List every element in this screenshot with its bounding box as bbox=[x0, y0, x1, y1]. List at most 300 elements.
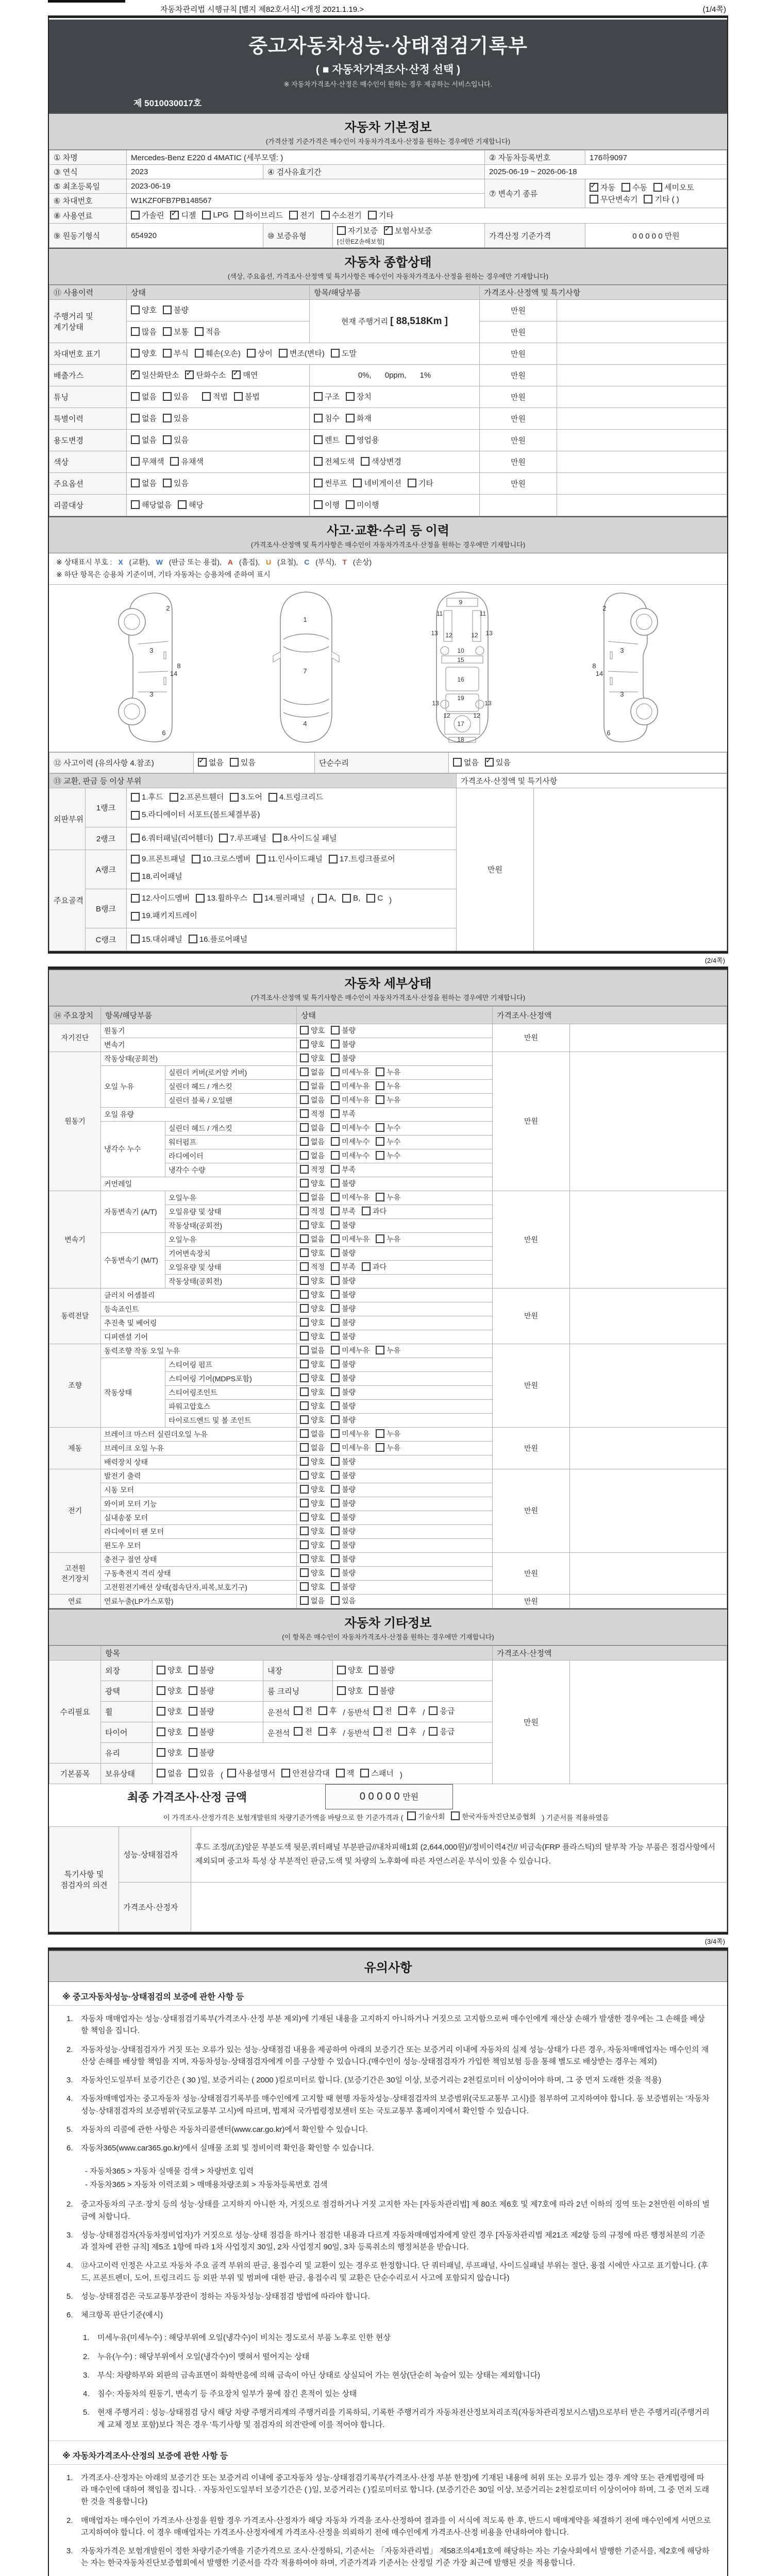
item-label: 와이퍼 모터 기능 bbox=[101, 1497, 297, 1511]
panel-number-17: 17 bbox=[457, 720, 464, 727]
usage-item bbox=[310, 430, 480, 451]
checkbox-양호[interactable]: 양호 bbox=[300, 1331, 325, 1342]
exterior-label: 외장 bbox=[101, 1660, 153, 1681]
checkbox-불량[interactable]: 불량 bbox=[331, 1276, 356, 1286]
checkbox-17.트렁크플로어[interactable]: 17.트렁크플로어 bbox=[329, 852, 395, 867]
checkbox-불량[interactable]: 불량 bbox=[331, 1498, 356, 1509]
page2-box bbox=[48, 967, 728, 1935]
checkbox-양호[interactable]: 양호 bbox=[300, 1359, 325, 1369]
notice-band bbox=[49, 1950, 727, 1982]
checkbox-후[interactable]: 후 bbox=[318, 1726, 337, 1737]
panel-number-1: 1 bbox=[303, 615, 307, 623]
item-label: 작동상태(공회전) bbox=[101, 1052, 297, 1065]
device-고전원 전기장치: 고전원 전기장치 bbox=[49, 1552, 101, 1594]
checkbox-양호[interactable]: 양호 bbox=[300, 1484, 325, 1495]
checkbox-양호[interactable]: 양호 bbox=[300, 1178, 325, 1189]
checkbox-양호[interactable]: 양호 bbox=[300, 1025, 325, 1036]
etc-table bbox=[49, 1646, 727, 1784]
checkbox-전[interactable]: 전 bbox=[374, 1705, 392, 1716]
checkbox-없음[interactable]: 없음 bbox=[300, 1137, 325, 1147]
checkbox-전[interactable]: 전 bbox=[294, 1705, 312, 1716]
checkbox-안전삼각대[interactable]: 안전삼각대 bbox=[281, 1768, 329, 1778]
price-cell: 만원 bbox=[493, 1191, 570, 1288]
checkbox-6.쿼터패널(리어휀더)[interactable]: 6.쿼터패널(리어휀더) bbox=[131, 833, 213, 843]
item-label: 워터펌프 bbox=[165, 1135, 297, 1149]
checkbox-있음[interactable]: 있음 bbox=[230, 757, 256, 768]
checkbox-기타[interactable]: 기타 bbox=[408, 478, 433, 488]
checkbox-후[interactable]: 후 bbox=[398, 1705, 417, 1716]
checkbox-양호[interactable]: 양호 bbox=[300, 1401, 325, 1411]
checkbox-B,[interactable]: B, bbox=[342, 891, 360, 906]
checkbox-스패너[interactable]: 스패너 bbox=[360, 1768, 393, 1778]
checkbox-양호[interactable]: 양호 bbox=[157, 1726, 182, 1737]
status-options bbox=[297, 1079, 493, 1093]
checkbox-불량[interactable]: 불량 bbox=[369, 1665, 395, 1675]
checkbox-누수[interactable]: 누수 bbox=[376, 1150, 400, 1161]
checkbox-과다[interactable]: 과다 bbox=[362, 1262, 386, 1272]
checkbox-불량[interactable]: 불량 bbox=[331, 1039, 356, 1049]
checkbox-없음[interactable]: 없음 bbox=[300, 1095, 325, 1105]
panel-number-13: 13 bbox=[431, 629, 438, 637]
checkbox-화재[interactable]: 화재 bbox=[346, 413, 372, 423]
checkbox-불량[interactable]: 불량 bbox=[331, 1220, 356, 1230]
checkbox-부족[interactable]: 부족 bbox=[331, 1262, 356, 1272]
status-options bbox=[297, 1135, 493, 1149]
item-label: 타이로드엔드 및 볼 조인트 bbox=[165, 1413, 297, 1427]
checkbox-부식[interactable]: 부식 bbox=[163, 348, 189, 359]
checkbox-디젤[interactable]: ✓ 디젤 bbox=[170, 210, 196, 221]
checkbox-무채색[interactable]: 무채색 bbox=[131, 456, 164, 467]
recall-item bbox=[310, 495, 480, 516]
checkbox-미세누수[interactable]: 미세누수 bbox=[331, 1150, 369, 1161]
checkbox-미세누유[interactable]: 미세누유 bbox=[331, 1067, 369, 1077]
checkbox-없음[interactable]: 없음 bbox=[300, 1123, 325, 1133]
frame-label: 주요골격 bbox=[49, 850, 86, 951]
checkbox-C[interactable]: C bbox=[366, 891, 383, 906]
checkbox-탄화수소[interactable]: ✓ 탄화수소 bbox=[185, 369, 226, 380]
checkbox-부족[interactable]: 부족 bbox=[331, 1206, 356, 1216]
page-marker-3: (3/4쪽) bbox=[704, 1938, 725, 1946]
checkbox-훼손(오손)[interactable]: 훼손(오손) bbox=[195, 348, 241, 359]
checkbox-있음[interactable]: 있음 bbox=[163, 478, 189, 488]
checkbox-응급[interactable]: 응급 bbox=[429, 1726, 455, 1737]
checkbox-양호[interactable]: 양호 bbox=[131, 348, 157, 359]
final-price-label: 최종 가격조사·산정 금액 bbox=[127, 1790, 247, 1804]
checkbox-자기보증[interactable]: 자기보증 bbox=[337, 225, 378, 236]
status-options bbox=[297, 1149, 493, 1163]
checkbox-불량[interactable]: 불량 bbox=[189, 1726, 214, 1737]
checkbox-양호[interactable]: 양호 bbox=[300, 1582, 325, 1592]
checkbox-불량[interactable]: 불량 bbox=[331, 1359, 356, 1369]
panel-number-3: 3 bbox=[620, 690, 624, 698]
checkbox-누유[interactable]: 누유 bbox=[376, 1067, 400, 1077]
checkbox-적법[interactable]: 적법 bbox=[202, 391, 228, 402]
base-price-label: 가격산정 기준가격 bbox=[485, 224, 585, 248]
checkbox-양호[interactable]: 양호 bbox=[131, 304, 157, 315]
checkbox-부족[interactable]: 부족 bbox=[331, 1109, 356, 1119]
checkbox-전체도색[interactable]: 전체도색 bbox=[314, 456, 355, 467]
page-marker-2: (2/4쪽) bbox=[704, 956, 725, 964]
usage-status bbox=[127, 430, 310, 451]
notice-item: 2. 매매업자는 매수인이 가격조사·산정을 원할 경우 가격조사·산정자가 해당 자동차 가격을 조사·산정하여 결과를 이 서식에 적도록 한 후, 반드시 매매계약을 체결하기 전에 매수인에게 서면으로 고지하여야 합니다. 이 경우 매매업자는 가격조사·산정자에게 가격조사·산정을 의뢰하기 전에 매수인에게 가격조사·산정 비용을 안내하여야 합니다. bbox=[66, 2516, 711, 2537]
notice-title: 유의사항 bbox=[364, 1961, 412, 1975]
tire-positions: 운전석 전 후 / 동반석 전 후 / 응급 bbox=[263, 1722, 493, 1742]
checkbox-19.패키지트레이[interactable]: 19.패키지트레이 bbox=[131, 908, 197, 924]
checkbox-미세누유[interactable]: 미세누유 bbox=[331, 1443, 369, 1453]
checkbox-양호[interactable]: 양호 bbox=[300, 1303, 325, 1314]
page3-box bbox=[48, 1947, 728, 2576]
checkbox-부족[interactable]: 부족 bbox=[331, 1164, 356, 1175]
checkbox-양호[interactable]: 양호 bbox=[300, 1039, 325, 1049]
notice-item: 1. 자동차 매매업자는 성능·상태점검기록부(가격조사·산정 부분 제외)에 기재된 내용을 고지하지 아니하거나 거짓으로 고지함으로써 매수인에게 재산상 손해가 발생한 경우에는 그 손해를 배상할 책임을 집니다. bbox=[66, 2014, 705, 2036]
checkbox-양호[interactable]: 양호 bbox=[300, 1554, 325, 1564]
checkbox-하이브리드[interactable]: 하이브리드 bbox=[234, 210, 282, 221]
checkbox-불량[interactable]: 불량 bbox=[331, 1484, 356, 1495]
checkbox-장치[interactable]: 장치 bbox=[346, 391, 372, 402]
checkbox-있음[interactable]: 있음 bbox=[163, 413, 189, 423]
panel-number-3: 3 bbox=[149, 646, 154, 654]
item-label: 실린더 커버(로커암 커버) bbox=[165, 1065, 297, 1079]
checkbox-보통[interactable]: 보통 bbox=[163, 326, 189, 337]
checkbox-불량[interactable]: 불량 bbox=[331, 1248, 356, 1258]
item-label: 오일유량 및 상태 bbox=[165, 1260, 297, 1274]
checkbox-전[interactable]: 전 bbox=[294, 1726, 312, 1737]
checkbox-전[interactable]: 전 bbox=[374, 1726, 392, 1737]
checkbox-보험사보증[interactable]: ✓ 보험사보증 bbox=[384, 225, 432, 236]
checkbox-가솔린[interactable]: 가솔린 bbox=[131, 210, 164, 221]
item-label: 냉각수 수량 bbox=[165, 1163, 297, 1177]
checkbox-없음[interactable]: 없음 bbox=[300, 1067, 325, 1077]
checkbox-침수[interactable]: 침수 bbox=[314, 413, 340, 423]
checkbox-누수[interactable]: 누수 bbox=[376, 1137, 400, 1147]
checkbox-전기[interactable]: 전기 bbox=[289, 210, 315, 221]
checkbox-해당없음[interactable]: 해당없음 bbox=[131, 499, 172, 510]
checkbox-미세누수[interactable]: 미세누수 bbox=[331, 1137, 369, 1147]
checkbox-불량[interactable]: 불량 bbox=[331, 1331, 356, 1342]
checkbox-불량[interactable]: 불량 bbox=[189, 1706, 214, 1717]
price-cell: 만원 bbox=[493, 1427, 570, 1469]
checkbox-불량[interactable]: 불량 bbox=[331, 1401, 356, 1411]
checkbox-양호[interactable]: 양호 bbox=[300, 1456, 325, 1467]
checkbox-양호[interactable]: 양호 bbox=[157, 1706, 182, 1717]
basic-info-title: 자동차 기본정보 bbox=[344, 121, 432, 134]
checkbox-미세누유[interactable]: 미세누유 bbox=[331, 1345, 369, 1355]
vin-mark-label: 차대번호 표기 bbox=[49, 343, 127, 365]
checkbox-불량[interactable]: 불량 bbox=[189, 1747, 214, 1758]
checkbox-18.리어패널[interactable]: 18.리어패널 bbox=[131, 869, 182, 885]
checkbox-없음[interactable]: 없음 bbox=[131, 391, 157, 402]
notice-listB bbox=[49, 2196, 727, 2332]
checkbox-A,[interactable]: A, bbox=[318, 891, 336, 906]
checkbox-많음[interactable]: 많음 bbox=[131, 326, 157, 337]
item-label: 스티어링조인트 bbox=[165, 1385, 297, 1399]
checkbox-영업용[interactable]: 영업용 bbox=[346, 434, 379, 445]
checkbox-과다[interactable]: 과다 bbox=[362, 1206, 386, 1216]
checkbox-응급[interactable]: 응급 bbox=[429, 1705, 455, 1716]
panel-number-15: 15 bbox=[457, 656, 464, 664]
checkbox-적음[interactable]: 적음 bbox=[195, 326, 221, 337]
checkbox-불량[interactable]: 불량 bbox=[331, 1554, 356, 1564]
panel-number-6: 6 bbox=[607, 728, 611, 737]
checkbox-일산화탄소[interactable]: ✓ 일산화탄소 bbox=[131, 369, 179, 380]
item-label: 라디에이터 팬 모터 bbox=[101, 1524, 297, 1538]
checkbox-양호[interactable]: 양호 bbox=[300, 1387, 325, 1397]
checkbox-수동[interactable]: 수동 bbox=[621, 182, 647, 193]
etc-subtitle: (이 항목은 매수인이 자동차가격조사·산정을 원하는 경우에만 기재합니다) bbox=[282, 1633, 494, 1641]
checkbox-양호[interactable]: 양호 bbox=[300, 1568, 325, 1578]
accident-title: 사고·교환·수리 등 이력 bbox=[327, 524, 449, 538]
checkbox-없음[interactable]: 없음 bbox=[300, 1429, 325, 1439]
option-item bbox=[310, 473, 480, 495]
checkbox-자동[interactable]: ✓ 자동 bbox=[590, 182, 615, 193]
item-label: 고전원전기배선 상태(접속단자,피복,보호기구) bbox=[101, 1580, 297, 1594]
checkbox-양호[interactable]: 양호 bbox=[157, 1747, 182, 1758]
checkbox-불량[interactable]: 불량 bbox=[331, 1526, 356, 1536]
clean-label: 룸 크리닝 bbox=[263, 1681, 333, 1701]
checkbox-양호[interactable]: 양호 bbox=[300, 1373, 325, 1383]
item-label: 구동축전지 격리 상태 bbox=[101, 1566, 297, 1580]
group-오일 누유: 오일 누유 bbox=[101, 1065, 165, 1107]
checkbox-LPG[interactable]: LPG bbox=[202, 211, 228, 219]
status-options bbox=[297, 1024, 493, 1038]
checkbox-누유[interactable]: 누유 bbox=[376, 1234, 400, 1244]
checkbox-기타[interactable]: 기타 bbox=[368, 210, 394, 221]
checkbox-불량[interactable]: 불량 bbox=[163, 304, 189, 315]
checkbox-양호[interactable]: 양호 bbox=[300, 1317, 325, 1328]
checkbox-양호[interactable]: 양호 bbox=[300, 1498, 325, 1509]
checkbox-양호[interactable]: 양호 bbox=[300, 1276, 325, 1286]
checkbox-없음[interactable]: 없음 bbox=[300, 1150, 325, 1161]
checkbox-없음[interactable]: 없음 bbox=[300, 1596, 325, 1606]
checkbox-양호[interactable]: 양호 bbox=[300, 1540, 325, 1550]
checkbox-양호[interactable]: 양호 bbox=[300, 1512, 325, 1522]
checkbox-2.프론트휀더[interactable]: 2.프론트휀더 bbox=[170, 790, 224, 805]
checkbox-네비게이션[interactable]: 네비게이션 bbox=[353, 478, 401, 488]
opinion-table bbox=[49, 1826, 727, 1932]
checkbox-있음[interactable]: 있음 bbox=[163, 434, 189, 445]
checkbox-한국자동차진단보증협회[interactable]: 한국자동차진단보증협회 bbox=[451, 1811, 535, 1821]
checkbox-미세누유[interactable]: 미세누유 bbox=[331, 1081, 369, 1091]
checkbox-양호[interactable]: 양호 bbox=[337, 1685, 363, 1696]
checkbox-불량[interactable]: 불량 bbox=[331, 1456, 356, 1467]
overall-table: ⑪ 사용이력 상태 항목/해당부품 가격조사·산정액 및 특기사항 주행거리 및 계기상태 양호 불량 현재 주행거리 [ 88,518Km ] 만원 많음 보통 적음 만원 차대번호 표기 양호 부식 훼손(오손) 상이 변조(변타) 도말 만원 배출가스 ✓ 일산화탄소 ✓ 탄화수소 ✓ 매연 0%, 0ppm, 1% 만원 튜닝 없음 있음 적법 불법 구조 장치 만원 특별이력 없음 있음 침수 화재 만원 용도변경 없음 있음 렌트 영업용 만원 색상 무채색 유채색 전체도색 색상변경 만원 주요옵션 없음 있음 썬루프 네비게이션 기타 만원 리콜대상 해당없음 해당 이행 미이행 bbox=[49, 285, 727, 516]
checkbox-없음[interactable]: 없음 bbox=[300, 1192, 325, 1202]
notice-item: 4. ⑫사고이력 인정은 사고로 자동차 주요 골격 부위의 판금, 용접수리 및 교환이 있는 경우로 한정합니다. 단 쿼터패널, 루프패널, 사이드실패널 부위는 절단, 용접 시에만 사고로 표기합니다. (후드, 프론트펜더, 도어, 트렁크리드 등 외판 부위 및 범퍼에 대한 판금, 용접수리 및 교환은 단순수리로서 사고에 포함되지 않습니다) bbox=[66, 2261, 709, 2282]
wheel-positions: 운전석 전 후 / 동반석 전 후 / 응급 bbox=[263, 1701, 493, 1722]
status-options bbox=[297, 1399, 493, 1413]
checkbox-양호[interactable]: 양호 bbox=[337, 1665, 363, 1675]
checkbox-15.대쉬패널[interactable]: 15.대쉬패널 bbox=[131, 934, 182, 944]
checkbox-5.라디에이터 서포트(볼트체결부품)[interactable]: 5.라디에이터 서포트(볼트체결부품) bbox=[131, 807, 260, 823]
device-전기: 전기 bbox=[49, 1469, 101, 1552]
checkbox-불량[interactable]: 불량 bbox=[369, 1685, 395, 1696]
checkbox-누유[interactable]: 누유 bbox=[376, 1429, 400, 1439]
checkbox-도말[interactable]: 도말 bbox=[331, 348, 357, 359]
checkbox-양호[interactable]: 양호 bbox=[300, 1053, 325, 1063]
checkbox-불량[interactable]: 불량 bbox=[331, 1025, 356, 1036]
checkbox-12.사이드멤버[interactable]: 12.사이드멤버 bbox=[131, 891, 190, 906]
checkbox-불량[interactable]: 불량 bbox=[331, 1317, 356, 1328]
car-damage-diagrams bbox=[49, 585, 727, 752]
checkbox-16.플로어패널[interactable]: 16.플로어패널 bbox=[189, 934, 247, 944]
checkbox-불량[interactable]: 불량 bbox=[331, 1303, 356, 1314]
checkbox-없음[interactable]: 없음 bbox=[157, 1768, 182, 1778]
detail-col-item: 항목/해당부품 bbox=[101, 1006, 297, 1024]
checkbox-7.루프패널[interactable]: 7.루프패널 bbox=[219, 833, 266, 843]
checkbox-없음[interactable]: 없음 bbox=[131, 413, 157, 423]
checkbox-미세누유[interactable]: 미세누유 bbox=[331, 1234, 369, 1244]
checkbox-불량[interactable]: 불량 bbox=[331, 1387, 356, 1397]
checkbox-잭[interactable]: 잭 bbox=[336, 1768, 355, 1778]
checkbox-미이행[interactable]: 미이행 bbox=[346, 499, 379, 510]
checkbox-1.후드[interactable]: 1.후드 bbox=[131, 790, 163, 805]
checkbox-양호[interactable]: 양호 bbox=[300, 1415, 325, 1425]
checkbox-변조(변타)[interactable]: 변조(변타) bbox=[279, 348, 325, 359]
checkbox-불량[interactable]: 불량 bbox=[331, 1540, 356, 1550]
checkbox-누수[interactable]: 누수 bbox=[376, 1123, 400, 1133]
checkbox-사용설명서[interactable]: 사용설명서 bbox=[227, 1768, 275, 1778]
checkbox-수소전기[interactable]: 수소전기 bbox=[321, 210, 362, 221]
checkbox-미세누유[interactable]: 미세누유 bbox=[331, 1095, 369, 1105]
checkbox-양호[interactable]: 양호 bbox=[300, 1220, 325, 1230]
form-caption: 자동차관리법 시행규칙 [별지 제82호서식] <개정 2021.1.19.> bbox=[160, 5, 364, 14]
checkbox-양호[interactable]: 양호 bbox=[300, 1470, 325, 1481]
checkbox-없음[interactable]: 없음 bbox=[453, 757, 479, 768]
history-label: 특별이력 bbox=[49, 408, 127, 430]
notice-listA bbox=[49, 2006, 727, 2165]
history-status bbox=[127, 408, 310, 430]
checkbox-누유[interactable]: 누유 bbox=[376, 1192, 400, 1202]
status-options bbox=[297, 1566, 493, 1580]
checkbox-불량[interactable]: 불량 bbox=[331, 1415, 356, 1425]
checkbox-11.인사이드패널[interactable]: 11.인사이드패널 bbox=[257, 852, 323, 867]
etc-col-item: 항목 bbox=[101, 1646, 493, 1660]
final-price-amount: 0 0 0 0 0 만원 bbox=[326, 1784, 453, 1809]
checkbox-이행[interactable]: 이행 bbox=[314, 499, 340, 510]
outer-panel-label: 외판부위 bbox=[49, 788, 86, 850]
first-reg-label: ⑤ 최초등록일 bbox=[49, 179, 127, 194]
checkbox-3.도어[interactable]: 3.도어 bbox=[230, 790, 262, 805]
notice-item: 3. 성능·상태점검자(자동차정비업자)가 거짓으로 성능·상태 점검을 하거나 점검한 내용과 다르게 자동차매매업자에게 알린 경우 [자동차관리법 제21조 제2항 등의 규정에 따른 행정처분의 기준과 절차에 관한 규칙] 제5조 1항에 따라 1차 사업정지 30일, 2차 사업정지 90일, 3차 등록취소의 행정처분을 받습니다. bbox=[66, 2230, 705, 2252]
mileage-status-1 bbox=[127, 300, 310, 321]
panel-number-11: 11 bbox=[436, 609, 443, 617]
checkbox-있음[interactable]: 있음 bbox=[163, 391, 189, 402]
document-title: 중고자동차성능·상태점검기록부 bbox=[248, 36, 528, 57]
checkbox-13.휠하우스[interactable]: 13.휠하우스 bbox=[196, 891, 247, 906]
checkbox-없음[interactable]: 없음 bbox=[300, 1345, 325, 1355]
item-label: 파워고압호스 bbox=[165, 1399, 297, 1413]
checkbox-미세누유[interactable]: 미세누유 bbox=[331, 1192, 369, 1202]
checkbox-누유[interactable]: 누유 bbox=[376, 1443, 400, 1453]
checkbox-4.트렁크리드[interactable]: 4.트렁크리드 bbox=[268, 790, 323, 805]
checkbox-10.크로스멤버[interactable]: 10.크로스멤버 bbox=[192, 852, 250, 867]
device-자기진단: 자기진단 bbox=[49, 1024, 101, 1052]
checkbox-양호[interactable]: 양호 bbox=[300, 1290, 325, 1300]
checkbox-해당[interactable]: 해당 bbox=[178, 499, 204, 510]
checkbox-누유[interactable]: 누유 bbox=[376, 1345, 400, 1355]
checkbox-14.필러패널[interactable]: 14.필러패널 bbox=[254, 891, 305, 906]
checkbox-불량[interactable]: 불량 bbox=[331, 1373, 356, 1383]
checkbox-없음[interactable]: 없음 bbox=[131, 478, 157, 488]
checkbox-미세누수[interactable]: 미세누수 bbox=[331, 1123, 369, 1133]
checkbox-불량[interactable]: 불량 bbox=[331, 1582, 356, 1592]
mileage-price-1: 만원 bbox=[480, 300, 557, 321]
checkbox-적정[interactable]: 적정 bbox=[300, 1206, 325, 1216]
checkbox-없음[interactable]: ✓ 없음 bbox=[198, 757, 224, 768]
checkbox-있음[interactable]: ✓ 있음 bbox=[485, 757, 511, 768]
checkbox-적정[interactable]: 적정 bbox=[300, 1164, 325, 1175]
checkbox-없음[interactable]: 없음 bbox=[131, 434, 157, 445]
checkbox-없음[interactable]: 없음 bbox=[300, 1443, 325, 1453]
checkbox-썬루프[interactable]: 썬루프 bbox=[314, 478, 347, 488]
mileage-price-2: 만원 bbox=[480, 321, 557, 343]
year-label: ③ 연식 bbox=[49, 165, 127, 179]
checkbox-기타 ( )[interactable]: 기타 ( ) bbox=[644, 194, 679, 205]
checkbox-유채색[interactable]: 유채색 bbox=[170, 456, 203, 467]
checkbox-불량[interactable]: 불량 bbox=[189, 1685, 214, 1696]
status-options bbox=[297, 1107, 493, 1121]
checkbox-렌트[interactable]: 렌트 bbox=[314, 434, 340, 445]
status-options bbox=[297, 1330, 493, 1344]
checkbox-무단변속기[interactable]: 무단변속기 bbox=[590, 194, 637, 205]
checkbox-양호[interactable]: 양호 bbox=[157, 1665, 182, 1675]
checkbox-상이[interactable]: 상이 bbox=[247, 348, 273, 359]
checkbox-적정[interactable]: 적정 bbox=[300, 1109, 325, 1119]
exchange-table bbox=[49, 773, 727, 951]
checkbox-있음[interactable]: 있음 bbox=[189, 1768, 214, 1778]
checkbox-구조[interactable]: 구조 bbox=[314, 391, 340, 402]
item-label: 스티어링 기어(MDPS포함) bbox=[165, 1371, 297, 1385]
checkbox-없음[interactable]: 없음 bbox=[300, 1081, 325, 1091]
checkbox-양호[interactable]: 양호 bbox=[300, 1526, 325, 1536]
item-label: 실린더 블록 / 오일팬 bbox=[165, 1093, 297, 1107]
checkbox-기술사회[interactable]: 기술사회 bbox=[407, 1811, 445, 1821]
checkbox-불량[interactable]: 불량 bbox=[189, 1665, 214, 1675]
reg-no-value: 176하9097 bbox=[585, 150, 727, 165]
notice-item: 6. 체크항목 판단기준(예시) bbox=[66, 2311, 163, 2320]
exchange-label: ⑬ 교환, 판금 등 이상 부위 bbox=[49, 773, 457, 788]
checkbox-후[interactable]: 후 bbox=[318, 1705, 337, 1716]
checkbox-양호[interactable]: 양호 bbox=[300, 1248, 325, 1258]
checkbox-불량[interactable]: 불량 bbox=[331, 1568, 356, 1578]
checkbox-없음[interactable]: 없음 bbox=[300, 1234, 325, 1244]
checkbox-양호[interactable]: 양호 bbox=[157, 1685, 182, 1696]
status-options bbox=[297, 1483, 493, 1497]
checkbox-후[interactable]: 후 bbox=[398, 1726, 417, 1737]
checkbox-불량[interactable]: 불량 bbox=[331, 1470, 356, 1481]
checkbox-누유[interactable]: 누유 bbox=[376, 1095, 400, 1105]
checkbox-불법[interactable]: 불법 bbox=[234, 391, 260, 402]
checkbox-9.프론트패널[interactable]: 9.프론트패널 bbox=[131, 852, 186, 867]
checkbox-있음[interactable]: 있음 bbox=[331, 1596, 356, 1606]
item-label: 기어변속장치 bbox=[165, 1246, 297, 1260]
checkbox-8.사이드실 패널[interactable]: 8.사이드실 패널 bbox=[273, 833, 337, 843]
status-options bbox=[297, 1413, 493, 1427]
checkbox-세미오토[interactable]: 세미오토 bbox=[653, 182, 694, 193]
checkbox-매연[interactable]: ✓ 매연 bbox=[232, 369, 258, 380]
status-options bbox=[297, 1524, 493, 1538]
checkbox-색상변경[interactable]: 색상변경 bbox=[361, 456, 401, 467]
checkbox-누유[interactable]: 누유 bbox=[376, 1081, 400, 1091]
item-label: 오일유량 및 상태 bbox=[165, 1205, 297, 1218]
checkbox-불량[interactable]: 불량 bbox=[331, 1512, 356, 1522]
checkbox-적정[interactable]: 적정 bbox=[300, 1262, 325, 1272]
item-label: 커먼레일 bbox=[101, 1177, 297, 1191]
checkbox-불량[interactable]: 불량 bbox=[331, 1178, 356, 1189]
checkbox-미세누유[interactable]: 미세누유 bbox=[331, 1429, 369, 1439]
checkbox-불량[interactable]: 불량 bbox=[331, 1290, 356, 1300]
checkbox-불량[interactable]: 불량 bbox=[331, 1053, 356, 1063]
